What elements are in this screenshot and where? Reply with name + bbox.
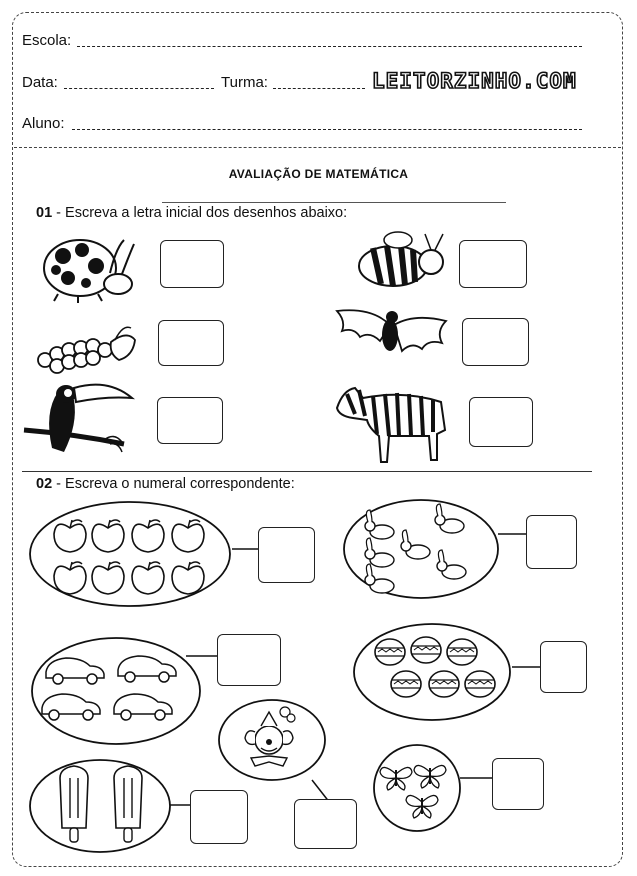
apple-icon <box>54 520 86 552</box>
ball-icon <box>391 671 421 697</box>
answer-box-rabbits[interactable] <box>526 515 577 569</box>
answer-box-clown[interactable] <box>294 799 357 849</box>
butterfly-icon <box>406 795 438 818</box>
question-2-number: 02 <box>36 476 53 492</box>
apple-icon <box>172 520 204 552</box>
site-logo: LEITORZINHO.COM <box>372 69 577 93</box>
apple-icon <box>54 562 86 594</box>
answer-box-apples[interactable] <box>258 527 315 583</box>
date-label: Data: <box>22 74 58 91</box>
car-icon <box>42 694 100 720</box>
ball-icon <box>411 637 441 663</box>
popsicles-group <box>28 758 172 854</box>
ball-icon <box>429 671 459 697</box>
rabbit-icon <box>401 530 430 559</box>
apples-group <box>28 500 233 608</box>
apple-icon <box>132 562 164 594</box>
question-2-text: - Escreva o numeral correspondente: <box>52 476 295 492</box>
rabbit-icon <box>437 550 466 579</box>
class-label: Turma: <box>221 74 268 91</box>
answer-box-butterflies[interactable] <box>492 758 544 810</box>
car-icon <box>118 656 176 682</box>
clown-group <box>217 698 327 782</box>
apple-icon <box>92 520 124 552</box>
school-label: Escola: <box>22 32 72 49</box>
rabbit-icon <box>365 538 394 567</box>
rabbit-icon <box>365 510 394 539</box>
page-title: AVALIAÇÃO DE MATEMÁTICA <box>228 167 409 181</box>
student-label: Aluno: <box>22 115 65 132</box>
apple-icon <box>132 520 164 552</box>
ball-icon <box>465 671 495 697</box>
answer-box-balls[interactable] <box>540 641 587 693</box>
question-1-number: 01 <box>36 205 53 221</box>
popsicle-icon <box>114 766 142 842</box>
car-icon <box>46 658 104 684</box>
apple-icon <box>92 562 124 594</box>
answer-box-cars[interactable] <box>217 634 281 686</box>
rabbits-group <box>342 498 500 600</box>
ball-icon <box>375 639 405 665</box>
rabbit-icon <box>365 564 394 593</box>
butterfly-icon <box>414 765 446 788</box>
balls-group <box>352 622 512 722</box>
popsicle-icon <box>60 766 88 842</box>
rabbit-icon <box>435 504 464 533</box>
butterfly-icon <box>380 767 412 790</box>
clown-icon <box>245 707 295 766</box>
ball-icon <box>447 639 477 665</box>
apple-icon <box>172 562 204 594</box>
butterflies-group <box>372 744 462 832</box>
answer-box-popsicles[interactable] <box>190 790 248 844</box>
question-1-text: - Escreva a letra inicial dos desenhos abaixo: <box>52 205 348 221</box>
cars-group <box>30 636 202 746</box>
car-icon <box>114 694 172 720</box>
